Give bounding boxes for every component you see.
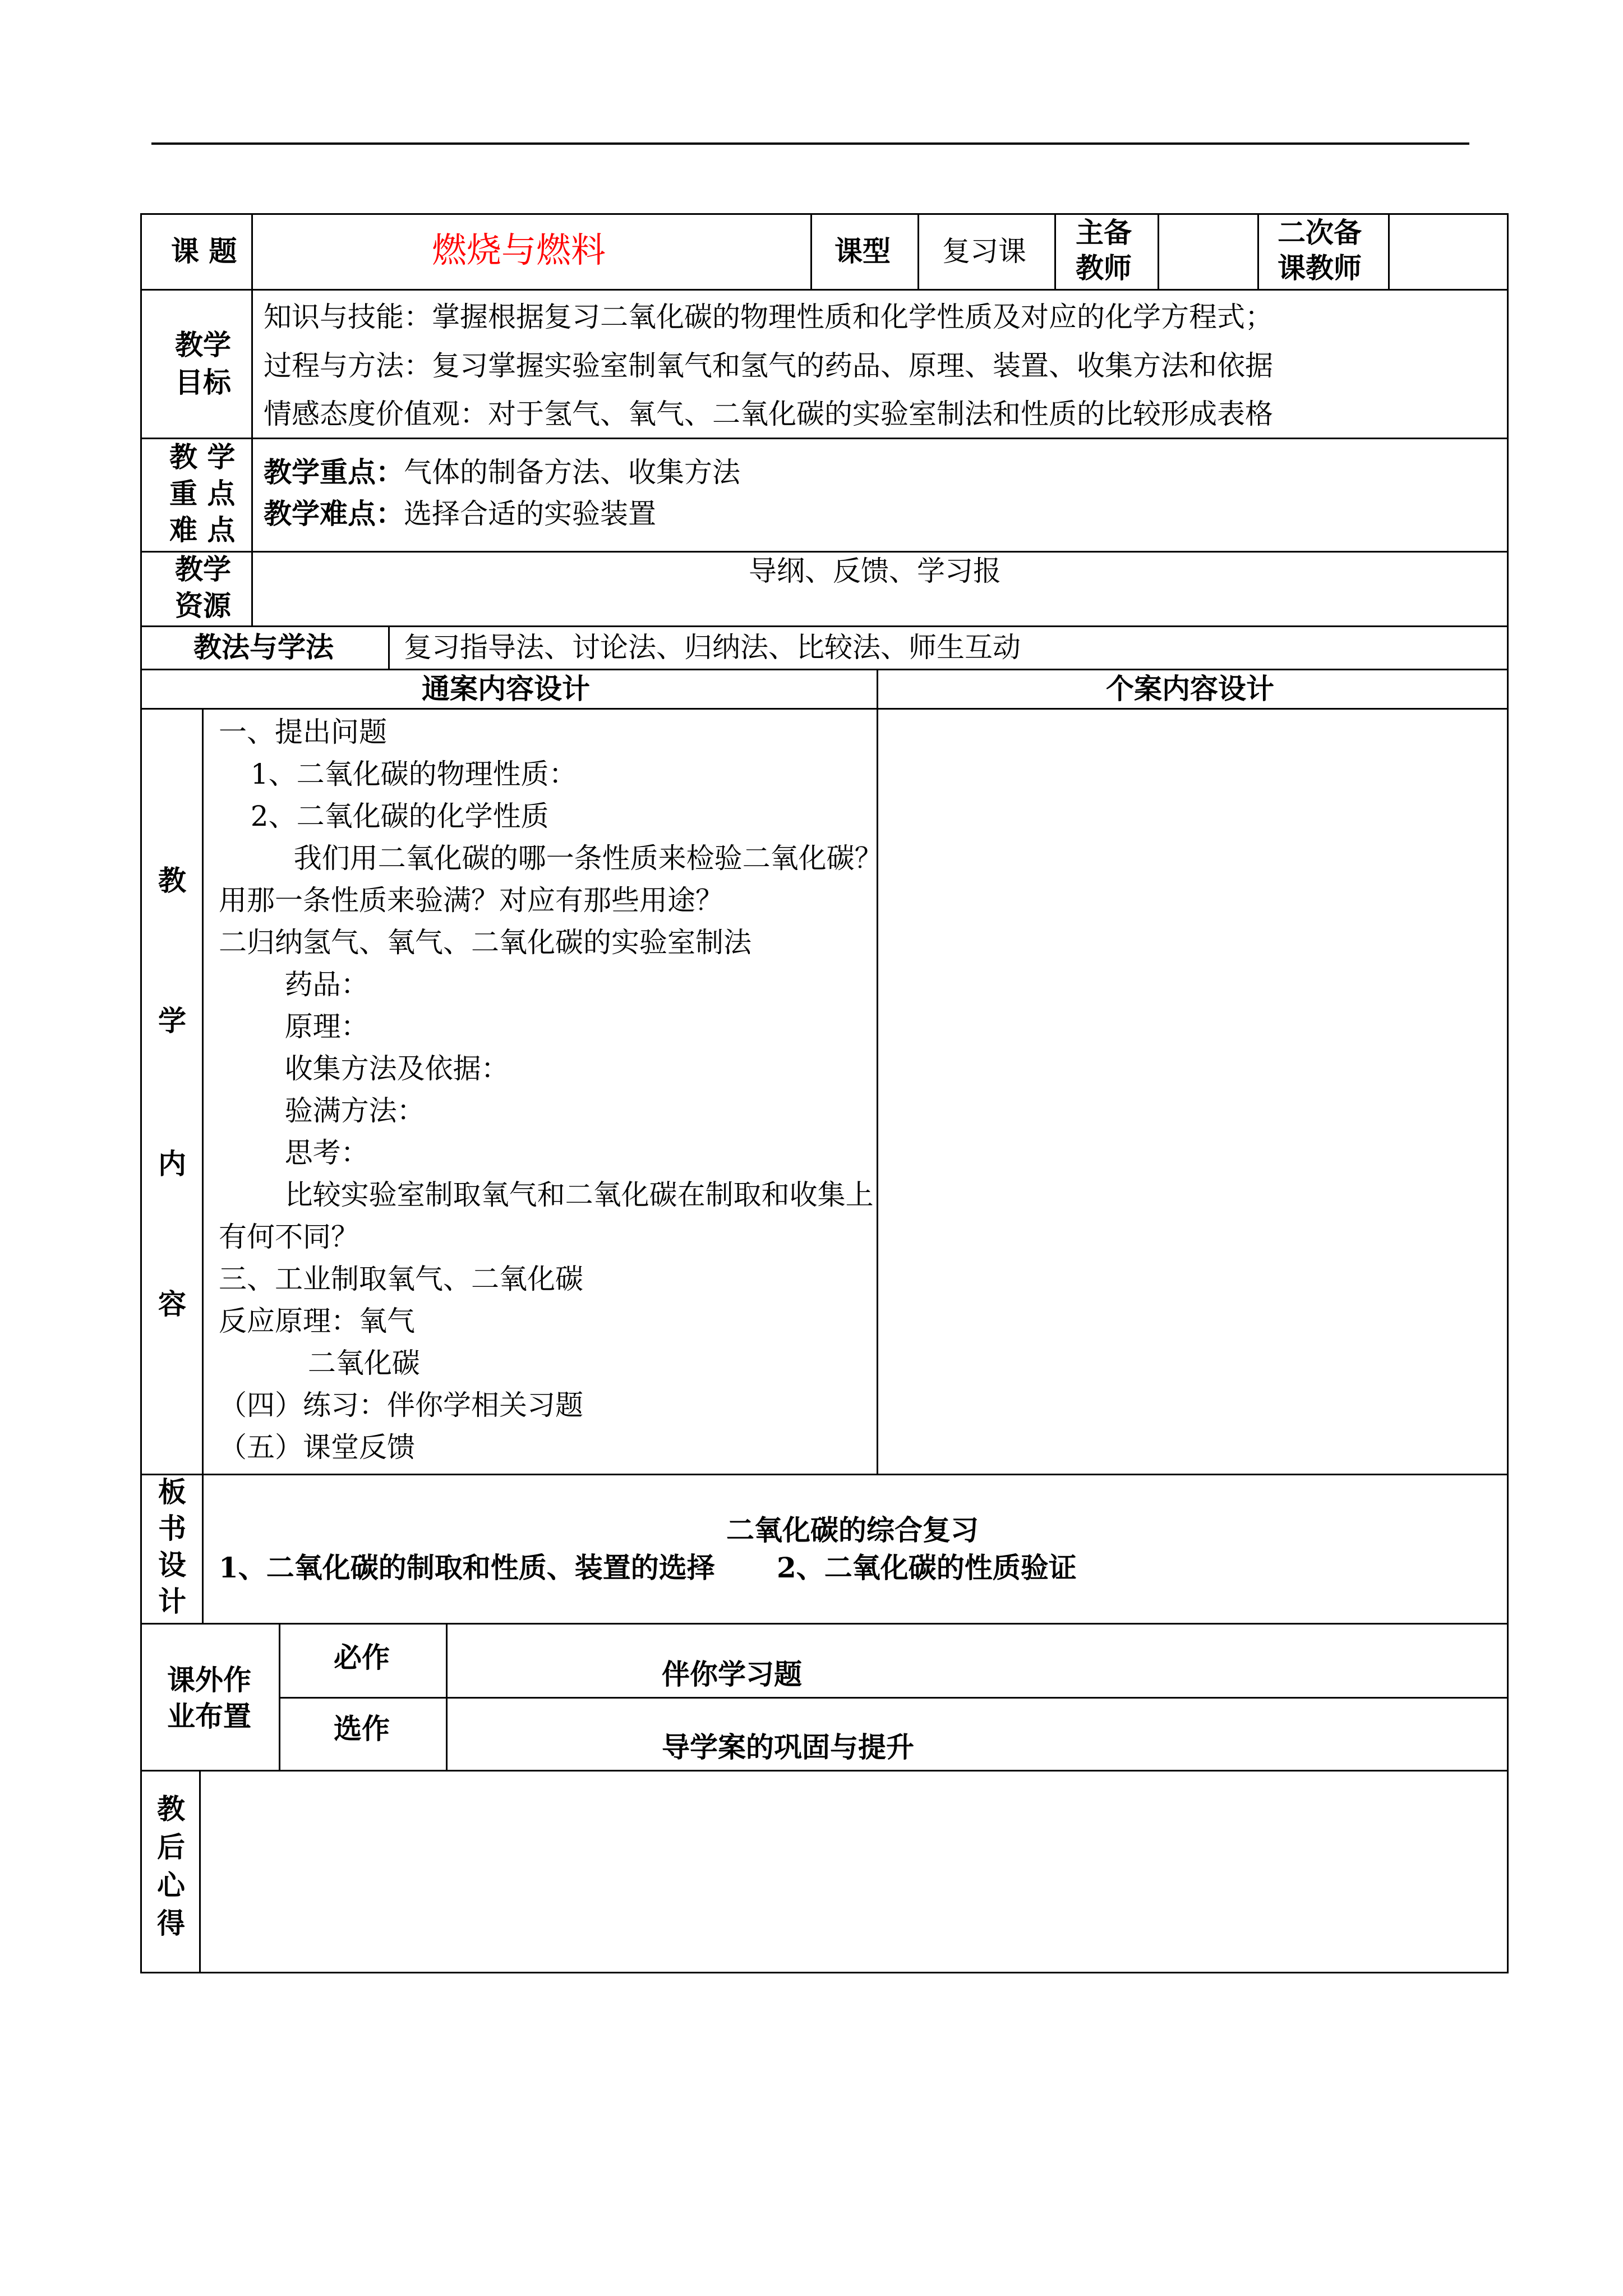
board-title: 二氧化碳的综合复习 xyxy=(726,1513,979,1547)
content-line: 反应原理：氧气 xyxy=(219,1305,415,1337)
keypoints-label-1: 教 学 xyxy=(169,440,236,473)
reflection-side-char: 后 xyxy=(157,1830,185,1864)
content-line: 有何不同？ xyxy=(219,1221,359,1253)
reflection-side-char: 心 xyxy=(157,1869,185,1902)
content-side-char: 内 xyxy=(158,1147,186,1180)
main-teacher-label-2: 教师 xyxy=(1076,251,1132,284)
focus-value: 气体的制备方法、收集方法 xyxy=(404,456,740,489)
optional-label: 选作 xyxy=(334,1712,390,1745)
resources-value: 导纲、反馈、学习报 xyxy=(749,555,1001,587)
board-side-char: 计 xyxy=(158,1585,186,1618)
resources-label-1: 教学 xyxy=(175,553,231,586)
board-side-char: 板 xyxy=(158,1475,186,1508)
second-teacher-label-1: 二次备 xyxy=(1278,216,1362,249)
objectives-label-2: 目标 xyxy=(175,366,231,399)
main-teacher-label-1: 主备 xyxy=(1076,216,1132,249)
content-line: 1、二氧化碳的物理性质： xyxy=(233,758,577,790)
topic-label: 课 题 xyxy=(171,234,237,268)
objectives-label-1: 教学 xyxy=(175,328,231,361)
content-line: 二氧化碳 xyxy=(219,1347,420,1379)
content-line: 一、提出问题 xyxy=(219,716,387,748)
objective-line: 过程与方法：复习掌握实验室制氧气和氢气的药品、原理、装置、收集方法和依据 xyxy=(264,349,1273,382)
board-item-1: 1、二氧化碳的制取和性质、装置的选择 xyxy=(219,1551,715,1584)
keypoints-label-2: 重 点 xyxy=(169,477,236,510)
content-line: 药品： xyxy=(258,968,369,1001)
content-line: 思考： xyxy=(258,1137,369,1169)
resources-label-2: 资源 xyxy=(175,589,231,622)
required-value: 伴你学习题 xyxy=(662,1658,802,1691)
difficulty-value: 选择合适的实验装置 xyxy=(404,498,656,530)
objective-line: 知识与技能：掌握根据复习二氧化碳的物理性质和化学性质及对应的化学方程式； xyxy=(264,301,1273,333)
second-teacher-label-2: 课教师 xyxy=(1278,251,1362,284)
content-line: 2、二氧化碳的化学性质 xyxy=(233,800,549,832)
common-design-header: 通案内容设计 xyxy=(422,672,590,705)
content-line: （四）练习：伴你学相关习题 xyxy=(219,1389,583,1421)
content-line: 三、工业制取氧气、二氧化碳 xyxy=(219,1263,583,1295)
content-line: 收集方法及依据： xyxy=(258,1052,509,1085)
board-item-2: 2、二氧化碳的性质验证 xyxy=(777,1551,1077,1584)
header-rule xyxy=(151,142,1469,145)
board-side-char: 设 xyxy=(158,1548,186,1581)
content-line: 二归纳氢气、氧气、二氧化碳的实验室制法 xyxy=(219,926,751,959)
required-label: 必作 xyxy=(334,1641,390,1674)
individual-design-header: 个案内容设计 xyxy=(1106,672,1274,705)
content-line: 原理： xyxy=(258,1010,369,1043)
content-line: 用那一条性质来验满？对应有那些用途？ xyxy=(219,884,723,917)
focus-label: 教学重点： xyxy=(264,455,404,489)
content-line: 验满方法： xyxy=(258,1094,425,1127)
difficulty-label: 教学难点： xyxy=(264,497,404,530)
board-side-char: 书 xyxy=(158,1512,186,1545)
homework-label-1: 课外作 xyxy=(167,1663,251,1696)
lesson-type-value: 复习课 xyxy=(942,235,1026,268)
objective-line: 情感态度价值观：对于氢气、氧气、二氧化碳的实验室制法和性质的比较形成表格 xyxy=(264,398,1273,430)
topic-title: 燃烧与燃料 xyxy=(432,229,606,270)
methods-value: 复习指导法、讨论法、归纳法、比较法、师生互动 xyxy=(404,631,1021,664)
reflection-side-char: 得 xyxy=(157,1907,185,1940)
keypoints-label-3: 难 点 xyxy=(169,513,236,546)
content-line: 我们用二氧化碳的哪一条性质来检验二氧化碳？ xyxy=(258,842,883,875)
optional-value: 导学案的巩固与提升 xyxy=(662,1731,914,1764)
methods-label: 教法与学法 xyxy=(193,631,334,664)
content-line: （五）课堂反馈 xyxy=(219,1431,415,1464)
lesson-type-label: 课型 xyxy=(834,234,891,268)
content-side-char: 容 xyxy=(158,1287,186,1320)
content-side-char: 学 xyxy=(158,1004,186,1037)
content-line: 比较实验室制取氧气和二氧化碳在制取和收集上 xyxy=(258,1179,874,1211)
reflection-side-char: 教 xyxy=(157,1792,185,1825)
homework-label-2: 业布置 xyxy=(167,1700,251,1733)
content-side-char: 教 xyxy=(158,864,186,897)
